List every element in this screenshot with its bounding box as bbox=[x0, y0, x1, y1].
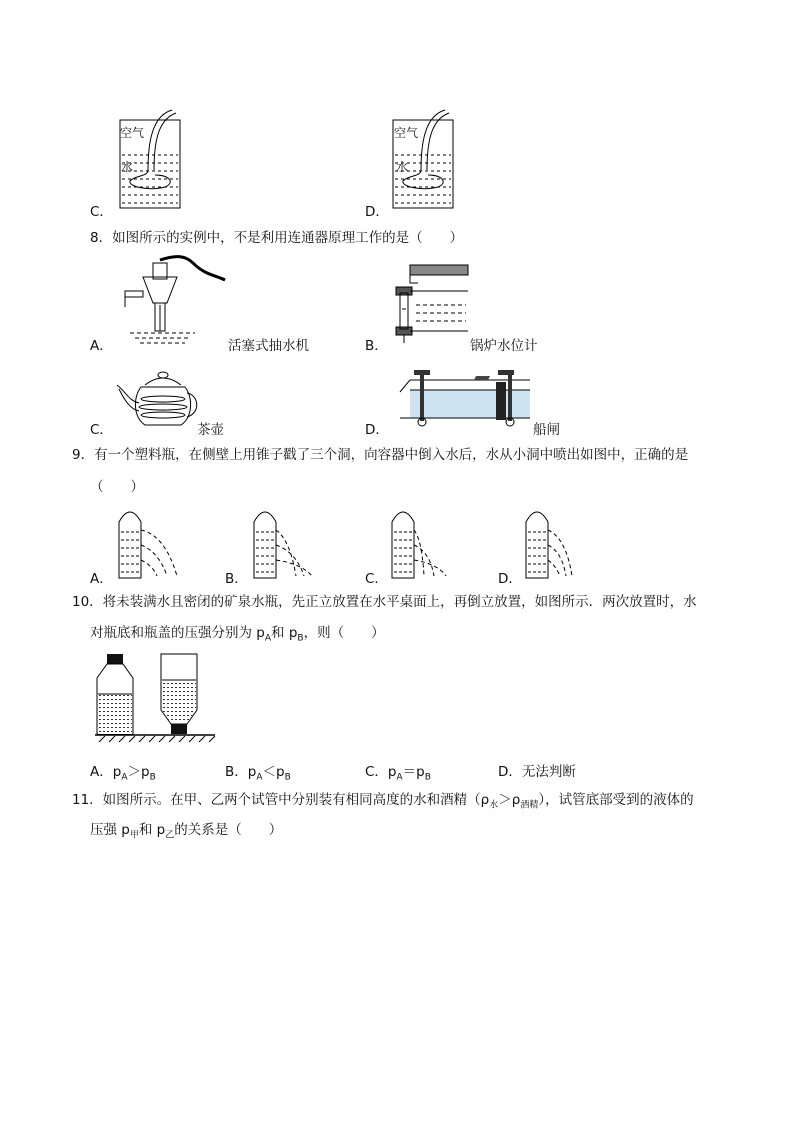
q10-c-sub1: A bbox=[396, 772, 403, 783]
q10-a-sub1: A bbox=[121, 772, 128, 783]
q10-a-op: ＞p bbox=[127, 764, 150, 780]
q11-sub-alcohol: 酒精 bbox=[520, 800, 539, 811]
q8-d-caption: 船闸 bbox=[533, 422, 560, 438]
q10-b-text: B．p bbox=[225, 764, 257, 780]
q7-figure-d bbox=[383, 95, 463, 210]
q11-sub-jia: 甲 bbox=[129, 830, 139, 841]
q9-c-letter: C． bbox=[365, 571, 388, 587]
q11-line1-b: ＞ρ bbox=[498, 792, 521, 808]
q8-c-letter: C． bbox=[90, 422, 113, 438]
q10-stem-line2 bbox=[90, 618, 730, 654]
q10-c-op: ＝p bbox=[402, 764, 425, 780]
q11-line2-b: 和 p bbox=[138, 822, 166, 838]
q11-stem-line2 bbox=[90, 815, 730, 851]
q9-a-bottle-figure bbox=[115, 500, 185, 580]
q9-b-letter: B． bbox=[225, 571, 248, 587]
q10-option-a[interactable] bbox=[90, 760, 156, 783]
q8-d-ship-lock-figure bbox=[400, 362, 530, 427]
q9-a-letter: A． bbox=[90, 571, 113, 587]
q10-stem-sub-b: B bbox=[297, 633, 304, 644]
q7-c-label-water: 水 bbox=[121, 160, 134, 174]
q8-stem: 8．如图所示的实例中，不是利用连通器原理工作的是（ ） bbox=[90, 230, 464, 246]
q7-c-letter: C． bbox=[90, 204, 113, 220]
q9-stem-line2: （ ） bbox=[90, 479, 144, 495]
q10-option-b[interactable] bbox=[225, 760, 291, 783]
q10-stem-line1: 10．将未装满水且密闭的矿泉水瓶，先正立放置在水平桌面上，再倒立放置，如图所示．两次放置时，水 bbox=[72, 594, 697, 610]
q8-b-caption: 锅炉水位计 bbox=[470, 338, 538, 354]
q11-sub-water: 水 bbox=[489, 800, 499, 811]
q7-figure-c bbox=[110, 95, 190, 210]
q8-a-caption: 活塞式抽水机 bbox=[228, 338, 309, 354]
q10-stem-line2-b: 和 p bbox=[271, 625, 298, 641]
q10-option-d[interactable] bbox=[498, 760, 576, 780]
q10-b-op: ＜p bbox=[262, 764, 285, 780]
q8-b-boiler-gauge-figure bbox=[388, 255, 468, 345]
q8-d-letter: D． bbox=[365, 422, 389, 438]
q11-sub-yi: 乙 bbox=[165, 830, 175, 841]
q9-b-bottle-figure bbox=[250, 500, 320, 580]
q11-line1-a: 11．如图所示。在甲、乙两个试管中分别装有相同高度的水和酒精（ρ bbox=[72, 792, 490, 808]
q10-b-sub1: A bbox=[256, 772, 263, 783]
q10-stem-sub-a: A bbox=[264, 633, 272, 644]
q11-line2-c: 的关系是（ ） bbox=[174, 822, 283, 838]
q8-c-teapot-figure bbox=[115, 367, 205, 432]
q9-stem-line1: 9．有一个塑料瓶，在侧壁上用锥子戳了三个洞，向容器中倒入水后，水从小洞中喷出如图中，正确的是 bbox=[72, 447, 689, 463]
q10-stem-line2-c: ，则（ ） bbox=[303, 625, 385, 641]
q9-d-bottle-figure bbox=[522, 500, 592, 580]
q8-a-piston-pump-figure bbox=[115, 255, 225, 345]
q10-c-sub2: B bbox=[424, 772, 431, 783]
q8-a-letter: A． bbox=[90, 338, 113, 354]
q11-line2-a: 压强 p bbox=[90, 822, 130, 838]
q11-line1-c: ），试管底部受到的液体的 bbox=[538, 792, 694, 808]
q8-b-letter: B． bbox=[365, 338, 388, 354]
q10-stem-line2-a: 对瓶底和瓶盖的压强分别为 p bbox=[90, 625, 265, 641]
q10-option-c[interactable] bbox=[365, 760, 431, 783]
q10-c-text: C．p bbox=[365, 764, 397, 780]
q10-b-sub2: B bbox=[284, 772, 291, 783]
q7-d-label-air: 空气 bbox=[394, 126, 419, 140]
q10-d-text: D．无法判断 bbox=[498, 764, 576, 780]
q8-c-caption: 茶壶 bbox=[197, 422, 224, 438]
q10-a-sub2: B bbox=[149, 772, 156, 783]
q10-a-text: A．p bbox=[90, 764, 122, 780]
q7-d-letter: D． bbox=[365, 204, 389, 220]
q9-c-bottle-figure bbox=[388, 500, 458, 580]
q7-c-label-air: 空气 bbox=[120, 126, 145, 140]
q9-d-letter: D． bbox=[498, 571, 522, 587]
q7-d-label-water: 水 bbox=[396, 160, 409, 174]
q10-bottles-figure bbox=[95, 650, 215, 745]
